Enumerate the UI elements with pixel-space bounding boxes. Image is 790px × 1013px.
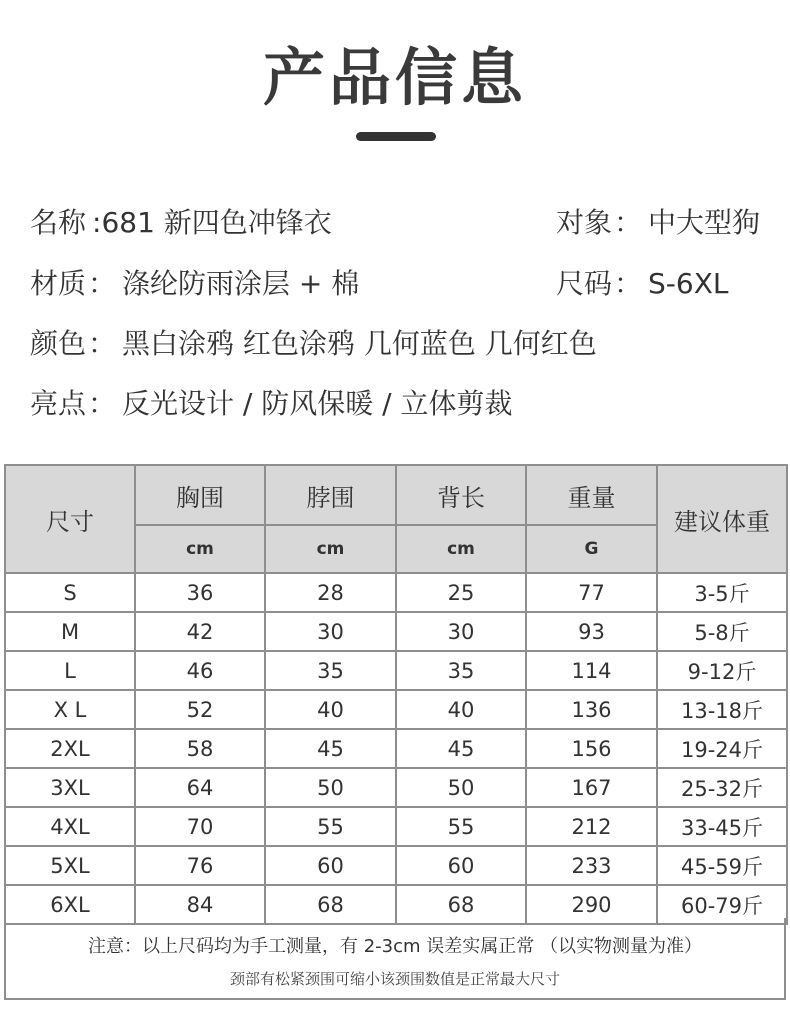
cell-chest: 76 (135, 846, 265, 885)
cell-suggest: 19-24斤 (657, 729, 787, 768)
cell-back: 45 (396, 729, 526, 768)
cell-suggest: 25-32斤 (657, 768, 787, 807)
cell-suggest: 9-12斤 (657, 651, 787, 690)
cell-size: L (5, 651, 135, 690)
unit-weight: G (526, 525, 657, 573)
page-title: 产品信息 (262, 41, 527, 114)
cell-suggest: 60-79斤 (657, 885, 787, 924)
cell-neck: 35 (265, 651, 396, 690)
cell-neck: 55 (265, 807, 396, 846)
info-material: 材质： 涤纶防雨涂层 + 棉 (30, 267, 360, 300)
cell-weight: 290 (526, 885, 657, 924)
cell-chest: 42 (135, 612, 265, 651)
cell-suggest: 5-8斤 (657, 612, 787, 651)
header-neck: 脖围 (265, 465, 396, 525)
cell-weight: 156 (526, 729, 657, 768)
cell-weight: 93 (526, 612, 657, 651)
cell-suggest: 45-59斤 (657, 846, 787, 885)
highlight-value: 反光设计 / 防风保暖 / 立体剪裁 (122, 387, 513, 420)
cell-back: 50 (396, 768, 526, 807)
info-size: 尺码： S-6XL (556, 267, 729, 300)
name-label: 名称 (30, 206, 87, 239)
header-chest: 胸围 (135, 465, 265, 525)
size-value: S-6XL (648, 267, 729, 300)
table-row (5, 690, 787, 729)
cell-neck: 50 (265, 768, 396, 807)
cell-weight: 167 (526, 768, 657, 807)
cell-weight: 77 (526, 573, 657, 612)
cell-back: 30 (396, 612, 526, 651)
table-header-row (5, 465, 787, 525)
title-underline (356, 132, 436, 141)
note-box (4, 918, 786, 1000)
highlight-label: 亮点 (30, 387, 87, 420)
cell-suggest: 3-5斤 (657, 573, 787, 612)
cell-chest: 84 (135, 885, 265, 924)
table-row (5, 651, 787, 690)
cell-neck: 60 (265, 846, 396, 885)
cell-chest: 52 (135, 690, 265, 729)
header-size: 尺寸 (5, 465, 135, 573)
material-label: 材质 (30, 267, 87, 300)
size-table (4, 464, 788, 925)
table-row (5, 768, 787, 807)
cell-weight: 212 (526, 807, 657, 846)
cell-chest: 64 (135, 768, 265, 807)
cell-size: 6XL (5, 885, 135, 924)
size-label: 尺码 (556, 267, 613, 300)
cell-suggest: 33-45斤 (657, 807, 787, 846)
unit-chest: cm (135, 525, 265, 573)
cell-back: 35 (396, 651, 526, 690)
cell-suggest: 13-18斤 (657, 690, 787, 729)
cell-chest: 70 (135, 807, 265, 846)
color-label: 颜色 (30, 327, 87, 360)
info-color: 颜色： 黑白涂鸦 红色涂鸦 几何蓝色 几何红色 (30, 327, 597, 360)
table-row (5, 807, 787, 846)
table-row (5, 729, 787, 768)
cell-size: M (5, 612, 135, 651)
unit-neck: cm (265, 525, 396, 573)
header-weight: 重量 (526, 465, 657, 525)
cell-size: 4XL (5, 807, 135, 846)
cell-size: 5XL (5, 846, 135, 885)
cell-back: 60 (396, 846, 526, 885)
cell-neck: 45 (265, 729, 396, 768)
header-suggest: 建议体重 (657, 465, 787, 573)
note-line-2: 颈部有松紧颈围可缩小该颈围数值是正常最大尺寸 (229, 970, 560, 988)
cell-size: S (5, 573, 135, 612)
material-value: 涤纶防雨涂层 + 棉 (122, 267, 360, 300)
cell-size: 2XL (5, 729, 135, 768)
target-value: 中大型狗 (648, 206, 761, 239)
target-label: 对象 (556, 206, 613, 239)
cell-back: 25 (396, 573, 526, 612)
cell-size: 3XL (5, 768, 135, 807)
cell-chest: 46 (135, 651, 265, 690)
note-line-1: 注意：以上尺码均为手工测量，有 2-3cm 误差实属正常 （以实物测量为准） (88, 936, 702, 957)
table-row (5, 573, 787, 612)
cell-back: 40 (396, 690, 526, 729)
cell-weight: 233 (526, 846, 657, 885)
cell-weight: 136 (526, 690, 657, 729)
table-row (5, 612, 787, 651)
info-name (30, 203, 332, 243)
table-row (5, 846, 787, 885)
cell-neck: 40 (265, 690, 396, 729)
cell-weight: 114 (526, 651, 657, 690)
cell-back: 68 (396, 885, 526, 924)
cell-neck: 30 (265, 612, 396, 651)
name-value: :681 新四色冲锋衣 (92, 206, 332, 239)
cell-neck: 28 (265, 573, 396, 612)
info-highlight: 亮点： 反光设计 / 防风保暖 / 立体剪裁 (30, 387, 513, 420)
unit-back: cm (396, 525, 526, 573)
header-back: 背长 (396, 465, 526, 525)
cell-chest: 36 (135, 573, 265, 612)
cell-chest: 58 (135, 729, 265, 768)
color-value: 黑白涂鸦 红色涂鸦 几何蓝色 几何红色 (122, 327, 597, 360)
info-target: 对象： 中大型狗 (556, 206, 761, 239)
cell-neck: 68 (265, 885, 396, 924)
cell-back: 55 (396, 807, 526, 846)
cell-size: X L (5, 690, 135, 729)
